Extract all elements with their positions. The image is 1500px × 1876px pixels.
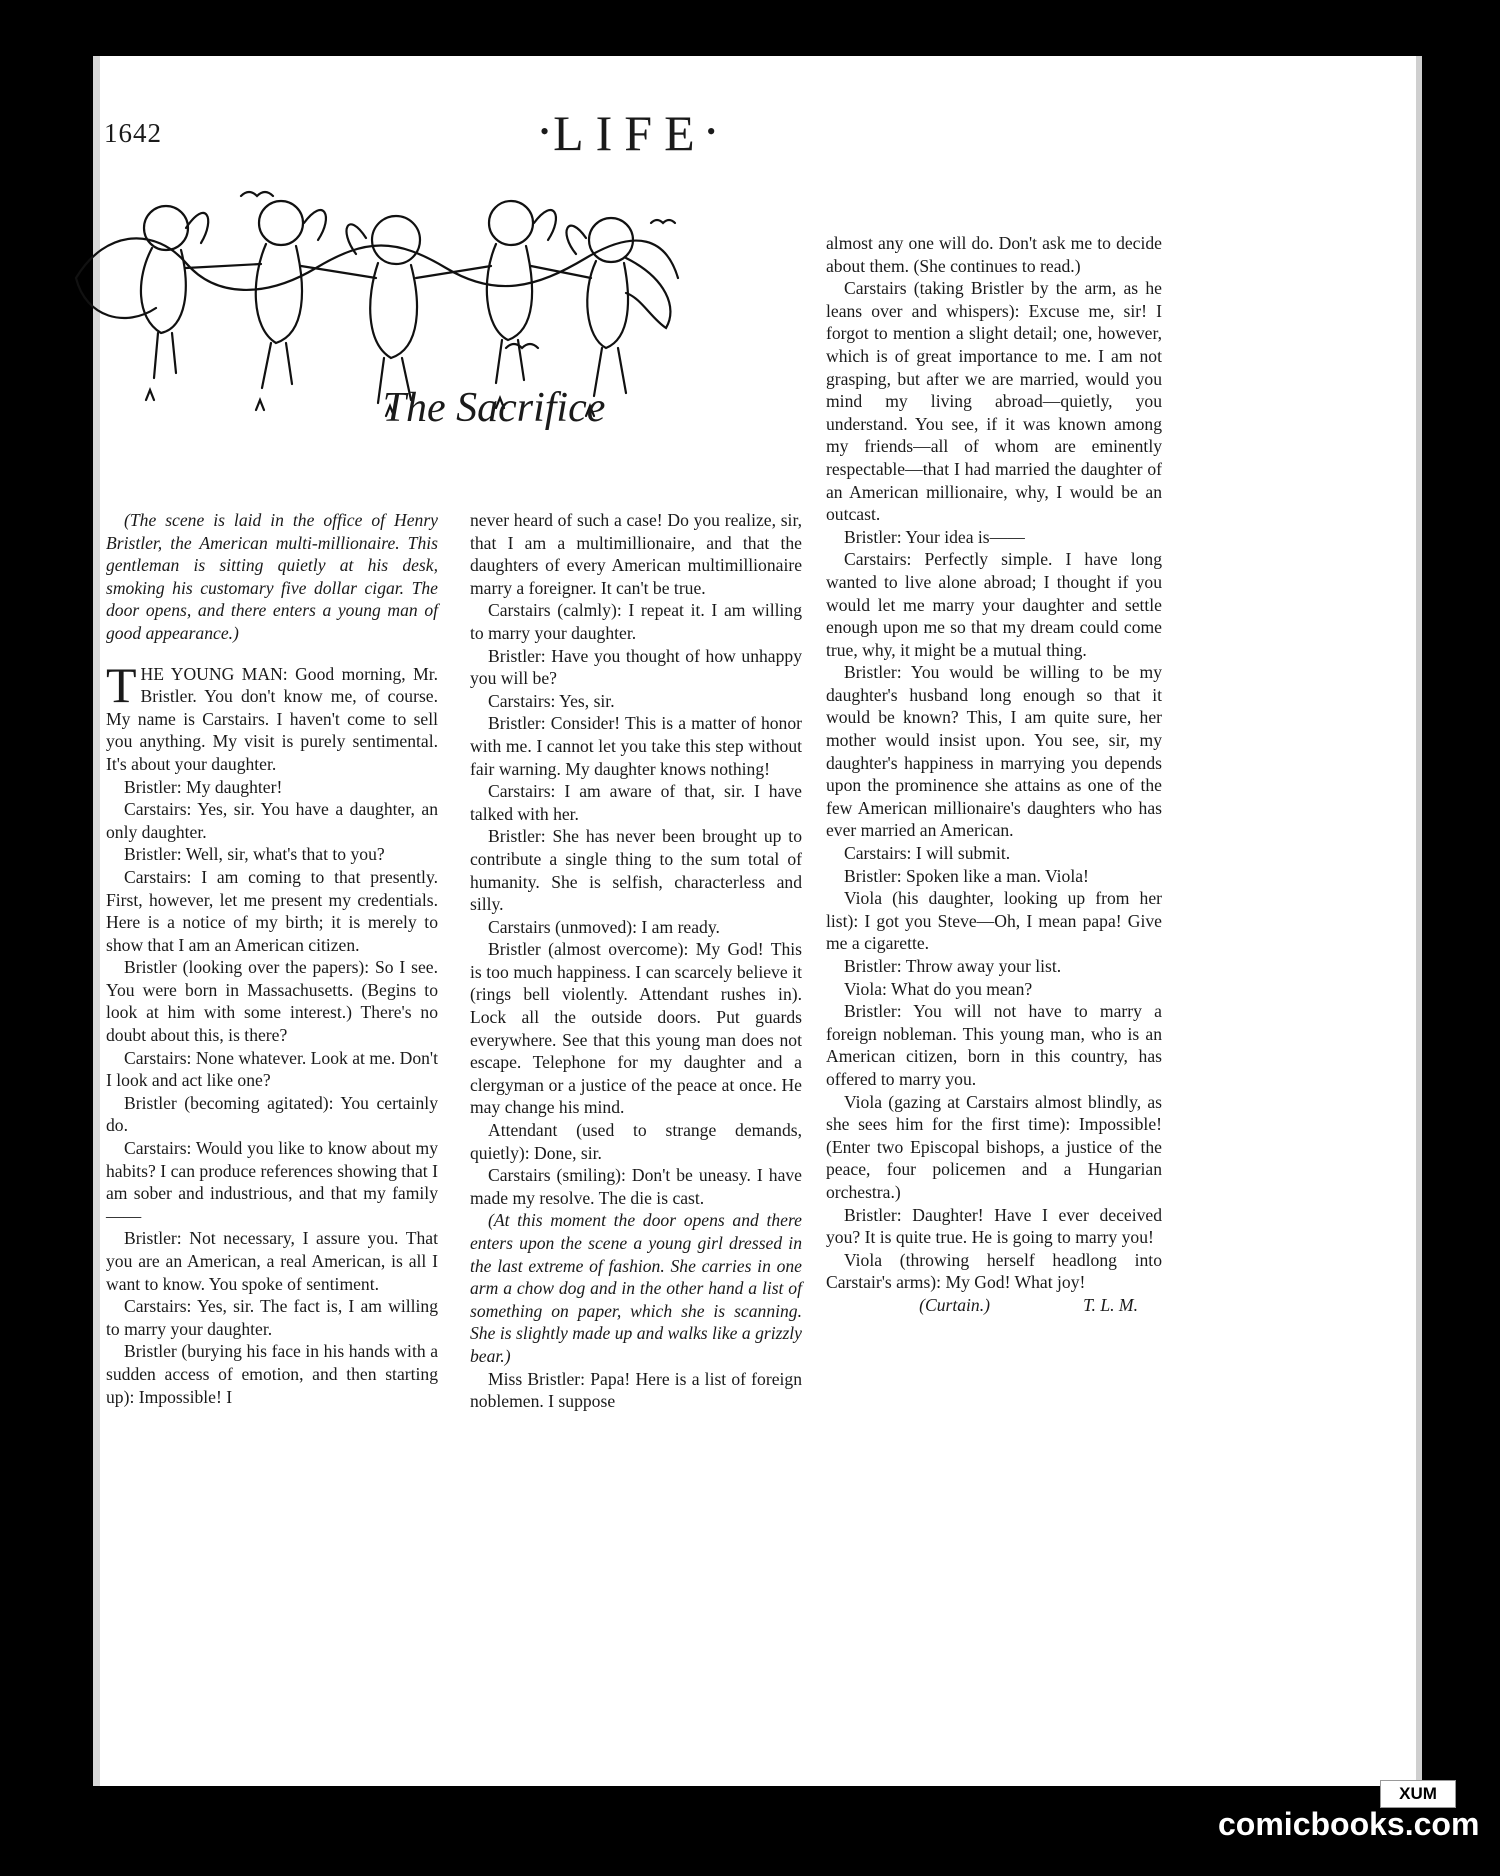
dialogue-line: Carstairs (taking Bristler by the arm, as he leans over and whispers): Excuse me, sir! I forgot to mention a slight detail; one, however, which is of great importance to me. I am not grasping, but after we are married, would you mind my living abroad—quietly, you understand. You see, if it was known among my friends—all of whom are eminently respectable—that I had married the daughter of an American millionaire, why, I would be an outcast. [826, 278, 1162, 525]
stage-direction: (At this moment the door opens and there enters upon the scene a young girl dressed in the last extreme of fashion. She carries in one arm a chow dog and in the other hand a list of something on paper, which she is scanning. She is slightly made up and walks like a grizzly bear.) [470, 1210, 802, 1366]
article-title: The Sacrifice [382, 385, 606, 431]
masthead-dot-left: • [540, 117, 554, 146]
column-3 [826, 232, 1162, 1317]
page-number: 1642 [104, 118, 162, 148]
drop-cap: T [106, 656, 137, 713]
dialogue-line: Bristler: Spoken like a man. Viola! [844, 865, 1089, 886]
dialogue-line: Carstairs: I am coming to that presently. First, however, let me present my credentials. Here is a notice of my birth; it is merely to show that I am an American citizen. [106, 866, 438, 955]
dialogue-line: Carstairs: I will submit. [844, 843, 1011, 864]
dialogue-line: Carstairs (unmoved): I am ready. [488, 916, 720, 937]
closing-line: Viola (throwing herself headlong into Carstair's arms): My God! What joy! [826, 1249, 1162, 1293]
dialogue-line: Bristler: Not necessary, I assure you. That you are an American, a real American, is all I want to know. You spoke of sentiment. [106, 1228, 438, 1294]
dialogue-line: Bristler: Daughter! Have I ever deceived you? It is quite true. He is going to marry you! [826, 1204, 1162, 1248]
dialogue-line: almost any one will do. Don't ask me to decide about them. (She continues to read.) [826, 233, 1162, 276]
masthead-title: LIFE [553, 105, 707, 161]
dialogue-line: Carstairs: None whatever. Look at me. Don't I look and act like one? [106, 1047, 438, 1091]
dialogue-line: Bristler (becoming agitated): You certainly do. [106, 1092, 438, 1136]
site-watermark: comicbooks.com [1218, 1806, 1480, 1842]
masthead-dot-right: • [706, 117, 720, 146]
page-edge-right [1416, 56, 1422, 1786]
dialogue-line: Bristler (almost overcome): My God! This is too much happiness. I can scarcely believe it (rings bell violently. Attendant rushes in). Lock all the outside doors. Put guards everywhere. See that this young man does not escape. Telephone for my daughter and a clergyman or a justice of the peace at once. He may change his mind. [470, 939, 802, 1118]
dialogue-line: Carstairs: Yes, sir. You have a daughter, an only daughter. [106, 799, 438, 842]
dialogue-line: Viola: What do you mean? [844, 978, 1033, 999]
curtain-note: (Curtain.) [919, 1294, 990, 1315]
dialogue-line: Attendant (used to strange demands, quietly): Done, sir. [470, 1120, 802, 1163]
dialogue-line: Carstairs: Perfectly simple. I have long wanted to live alone abroad; I thought if you would let me marry your daughter and settle enough upon me so that my dream could come true, why, it might be a mutual thing. [826, 549, 1162, 660]
opening-text: HE YOUNG MAN: Good morning, Mr. Bristler. You don't know me, of course. My name is Carstairs. I haven't come to sell you anything. My visit is purely sentimental. It's about your daughter. [106, 663, 438, 774]
dialogue-line: Carstairs: Yes, sir. The fact is, I am willing to marry your daughter. [106, 1296, 438, 1339]
dialogue-line: Bristler (burying his face in his hands with a sudden access of emotion, and then starting up): Impossible! I [106, 1341, 438, 1407]
dialogue-line: Miss Bristler: Papa! Here is a list of foreign noblemen. I suppose [470, 1368, 802, 1412]
dialogue-line: Bristler: Consider! This is a matter of honor with me. I cannot let you take this step without fair warning. My daughter knows nothing! [470, 713, 802, 779]
dialogue-line: Bristler: Your idea is—— [844, 526, 1025, 547]
dialogue-line: Bristler (looking over the papers): So I see. You were born in Massachusetts. (Begins to look at him with some interest.) There's no doubt about this, is there? [106, 957, 438, 1046]
dialogue-line: Viola (gazing at Carstairs almost blindly, as she sees him for the first time): Impossible! (Enter two Episcopal bishops, a justice of the peace, four policemen and a Hungarian orchestra.) [826, 1091, 1162, 1202]
masthead [540, 104, 720, 162]
opening-paragraph [106, 656, 438, 776]
dialogue-line: never heard of such a case! Do you realize, sir, that I am a multimillionaire, and that the daughters of every American multimillionaire marry a foreigner. It can't be true. [470, 510, 802, 598]
column-1 [106, 509, 438, 1408]
dialogue-line: Carstairs: Would you like to know about my habits? I can produce references showing that I am sober and industrious, and that my family—— [106, 1138, 438, 1226]
dialogue-line: Carstairs: I am aware of that, sir. I have talked with her. [470, 781, 802, 824]
dialogue-line: Carstairs: Yes, sir. [488, 690, 615, 711]
dialogue-line: Bristler: You will not have to marry a foreign nobleman. This young man, who is an American citizen, born in this country, has offered to marry you. [826, 1001, 1162, 1089]
dialogue-line: Carstairs (smiling): Don't be uneasy. I have made my resolve. The die is cast. [470, 1165, 802, 1208]
dialogue-line: Bristler: Have you thought of how unhappy you will be? [470, 645, 802, 689]
dialogue-line: Bristler: She has never been brought up to contribute a single thing to the sum total of humanity. She is selfish, characterless and silly. [470, 826, 802, 915]
author-initials: T. L. M. [1083, 1294, 1138, 1315]
dialogue-line: Carstairs (calmly): I repeat it. I am willing to marry your daughter. [470, 600, 802, 643]
dialogue-line: Bristler: My daughter! [124, 776, 283, 797]
stage-direction: (The scene is laid in the office of Henry Bristler, the American multi-millionaire. This gentleman is sitting quietly at his desk, smoking his customary five dollar cigar. The door opens, and there enters a young man of good appearance.) [106, 510, 438, 643]
column-2 [470, 509, 802, 1413]
archive-stamp: XUM [1380, 1780, 1456, 1808]
dialogue-line: Bristler: You would be willing to be my daughter's husband long enough so that it would be known? This, I am quite sure, her mother would insist upon. You see, sir, my daughter's happiness in marrying you depends upon the prominence she attains as one of the few American millionaire's daughters who has ever married an American. [826, 662, 1162, 841]
dialogue-line: Bristler: Throw away your list. [844, 956, 1062, 976]
dialogue-line: Bristler: Well, sir, what's that to you? [124, 844, 385, 865]
dialogue-line: Viola (his daughter, looking up from her list): I got you Steve—Oh, I mean papa! Give me a cigarette. [826, 888, 1162, 954]
